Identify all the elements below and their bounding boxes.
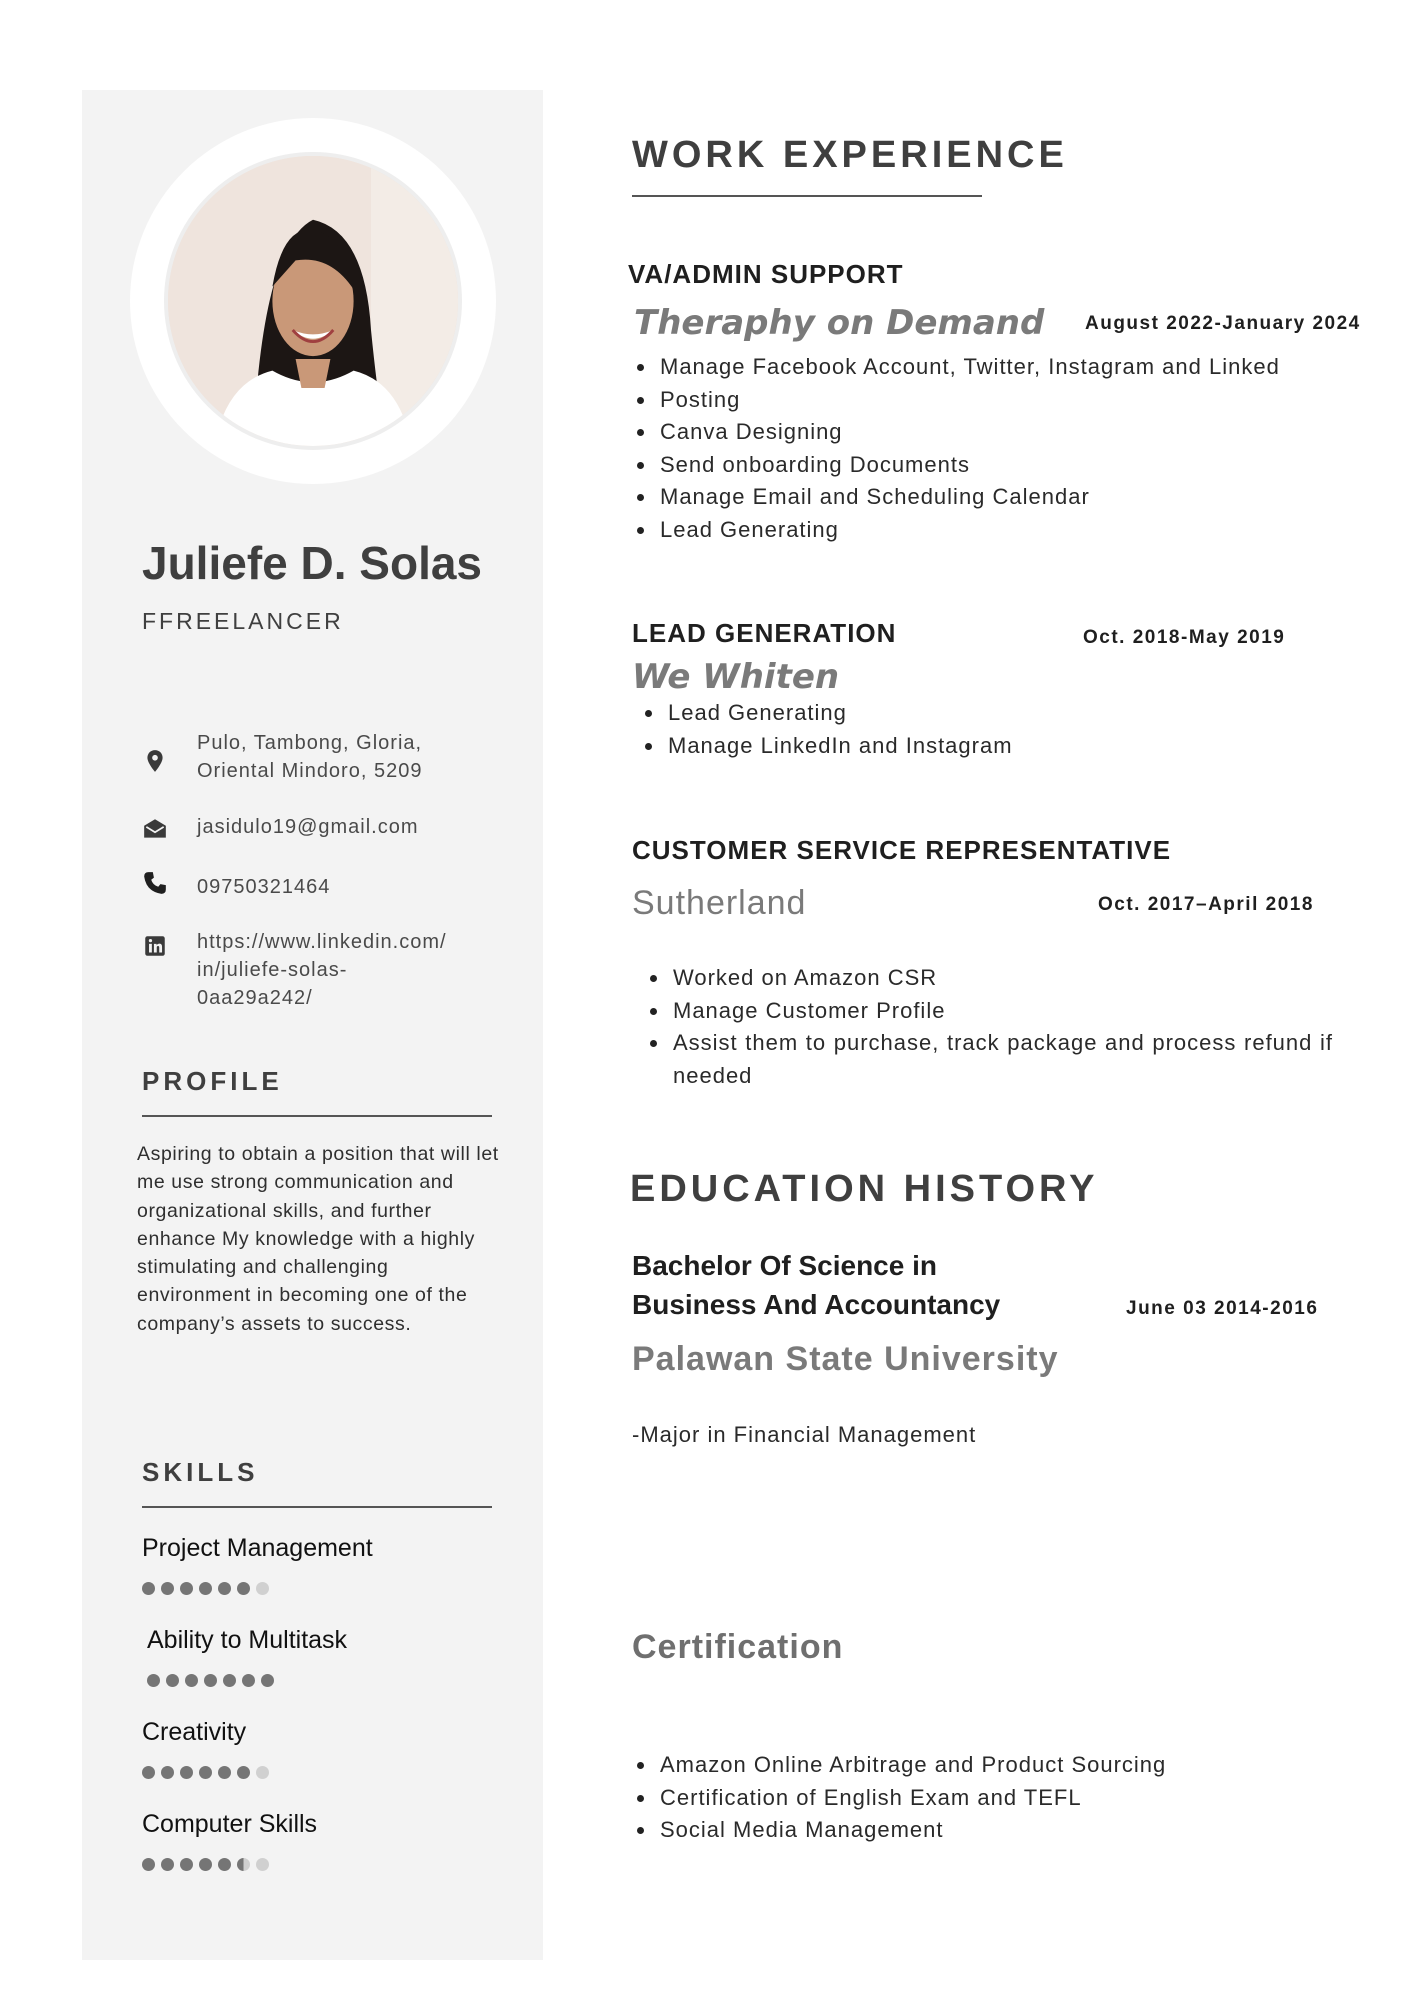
skill-dot: [237, 1858, 250, 1871]
skill-dot: [180, 1582, 193, 1595]
job-title: CUSTOMER SERVICE REPRESENTATIVE: [632, 835, 1172, 865]
skill-dot: [218, 1858, 231, 1871]
location-pin-icon: [142, 748, 168, 774]
skill-dot: [180, 1858, 193, 1871]
job-dates: Oct. 2017–April 2018: [1098, 894, 1314, 915]
person-name: Juliefe D. Solas: [142, 537, 483, 589]
certification-heading: Certification: [632, 1628, 844, 1666]
company-name: We Whiten: [632, 657, 840, 697]
skill-dot: [199, 1766, 212, 1779]
job-duty: Lead Generating: [632, 514, 1320, 547]
contact-address-line2: Oriental Mindoro, 5209: [197, 760, 423, 782]
job-duty: Manage LinkedIn and Instagram: [640, 730, 1320, 763]
skill-label: Creativity: [142, 1718, 247, 1746]
work-experience-divider: [632, 195, 982, 197]
work-experience-heading: WORK EXPERIENCE: [632, 134, 1068, 176]
job-duty: Send onboarding Documents: [632, 449, 1320, 482]
skill-dot: [223, 1674, 236, 1687]
job-duties-list: [632, 351, 1320, 546]
skill-rating: [147, 1674, 274, 1687]
job-dates: Oct. 2018-May 2019: [1083, 627, 1286, 648]
skill-rating: [142, 1582, 269, 1595]
contact-address-line1: Pulo, Tambong, Gloria,: [197, 732, 423, 754]
job-duty: Manage Email and Scheduling Calendar: [632, 481, 1320, 514]
job-duty: Manage Customer Profile: [645, 995, 1333, 1028]
skill-rating: [142, 1766, 269, 1779]
skill-dot: [199, 1858, 212, 1871]
skill-dot: [166, 1674, 179, 1687]
degree-line2: Business And Accountancy: [632, 1289, 1001, 1320]
skill-dot: [147, 1674, 160, 1687]
skill-dot: [256, 1858, 269, 1871]
school-name: Palawan State University: [632, 1340, 1059, 1378]
certification-item: Amazon Online Arbitrage and Product Sourcing: [632, 1749, 1332, 1782]
job-duties-list: [645, 962, 1333, 1092]
skill-dot: [237, 1582, 250, 1595]
skill-dot: [161, 1766, 174, 1779]
skill-dot: [142, 1858, 155, 1871]
profile-text: Aspiring to obtain a position that will let me use strong communication and organizational skills, and further enhance My knowledge with a highly stimulating and challenging environment in becoming one of the company’s assets to success.: [137, 1143, 499, 1335]
skill-dot: [204, 1674, 217, 1687]
skill-dot: [237, 1766, 250, 1779]
contact-linkedin-line1[interactable]: https://www.linkedin.com/: [197, 931, 447, 953]
skill-dot: [161, 1858, 174, 1871]
job-duty: Posting: [632, 384, 1320, 417]
skill-dot: [180, 1766, 193, 1779]
degree-line1: Bachelor Of Science in: [632, 1250, 937, 1281]
job-duty: Worked on Amazon CSR: [645, 962, 1333, 995]
skill-dot: [242, 1674, 255, 1687]
skill-dot: [256, 1766, 269, 1779]
skill-dot: [256, 1582, 269, 1595]
skill-dot: [142, 1582, 155, 1595]
company-name: Theraphy on Demand: [634, 303, 1045, 343]
skill-label: Ability to Multitask: [147, 1626, 348, 1654]
job-duties-list: [640, 697, 1320, 762]
contact-phone[interactable]: 09750321464: [197, 876, 331, 898]
certification-list: [632, 1749, 1332, 1847]
skill-rating: [142, 1858, 269, 1871]
envelope-icon: [142, 816, 168, 842]
skill-dot: [142, 1766, 155, 1779]
linkedin-icon: [142, 933, 168, 959]
profile-heading: PROFILE: [142, 1066, 283, 1096]
contact-email[interactable]: jasidulo19@gmail.com: [197, 816, 419, 838]
skill-label: Computer Skills: [142, 1810, 318, 1838]
skill-dot: [185, 1674, 198, 1687]
company-name: Sutherland: [632, 884, 807, 922]
skill-dot: [218, 1766, 231, 1779]
certification-item: Social Media Management: [632, 1814, 1332, 1847]
job-duty: Manage Facebook Account, Twitter, Instagram and Linked: [632, 351, 1320, 384]
job-title: VA/ADMIN SUPPORT: [628, 259, 904, 289]
skills-heading: SKILLS: [142, 1457, 259, 1487]
degree-title: [632, 1246, 1000, 1324]
skill-dot: [199, 1582, 212, 1595]
job-title: LEAD GENERATION: [632, 618, 897, 648]
job-duty: Canva Designing: [632, 416, 1320, 449]
education-heading: EDUCATION HISTORY: [630, 1168, 1099, 1210]
profile-divider: [142, 1115, 492, 1117]
education-major: -Major in Financial Management: [632, 1422, 977, 1447]
education-dates: June 03 2014-2016: [1126, 1298, 1319, 1319]
job-duty: Assist them to purchase, track package and process refund if needed: [645, 1027, 1333, 1092]
certification-item: Certification of English Exam and TEFL: [632, 1782, 1332, 1815]
phone-icon: [142, 870, 168, 896]
contact-linkedin-line3[interactable]: 0aa29a242/: [197, 987, 313, 1009]
skill-dot: [261, 1674, 274, 1687]
contact-linkedin-line2[interactable]: in/juliefe-solas-: [197, 959, 348, 981]
job-duty: Lead Generating: [640, 697, 1320, 730]
job-dates: August 2022-January 2024: [1085, 313, 1361, 334]
person-role: FFREELANCER: [142, 608, 344, 634]
skill-dot: [218, 1582, 231, 1595]
skill-dot: [161, 1582, 174, 1595]
profile-photo: [164, 152, 462, 450]
skill-label: Project Management: [142, 1534, 373, 1562]
skills-divider: [142, 1506, 492, 1508]
